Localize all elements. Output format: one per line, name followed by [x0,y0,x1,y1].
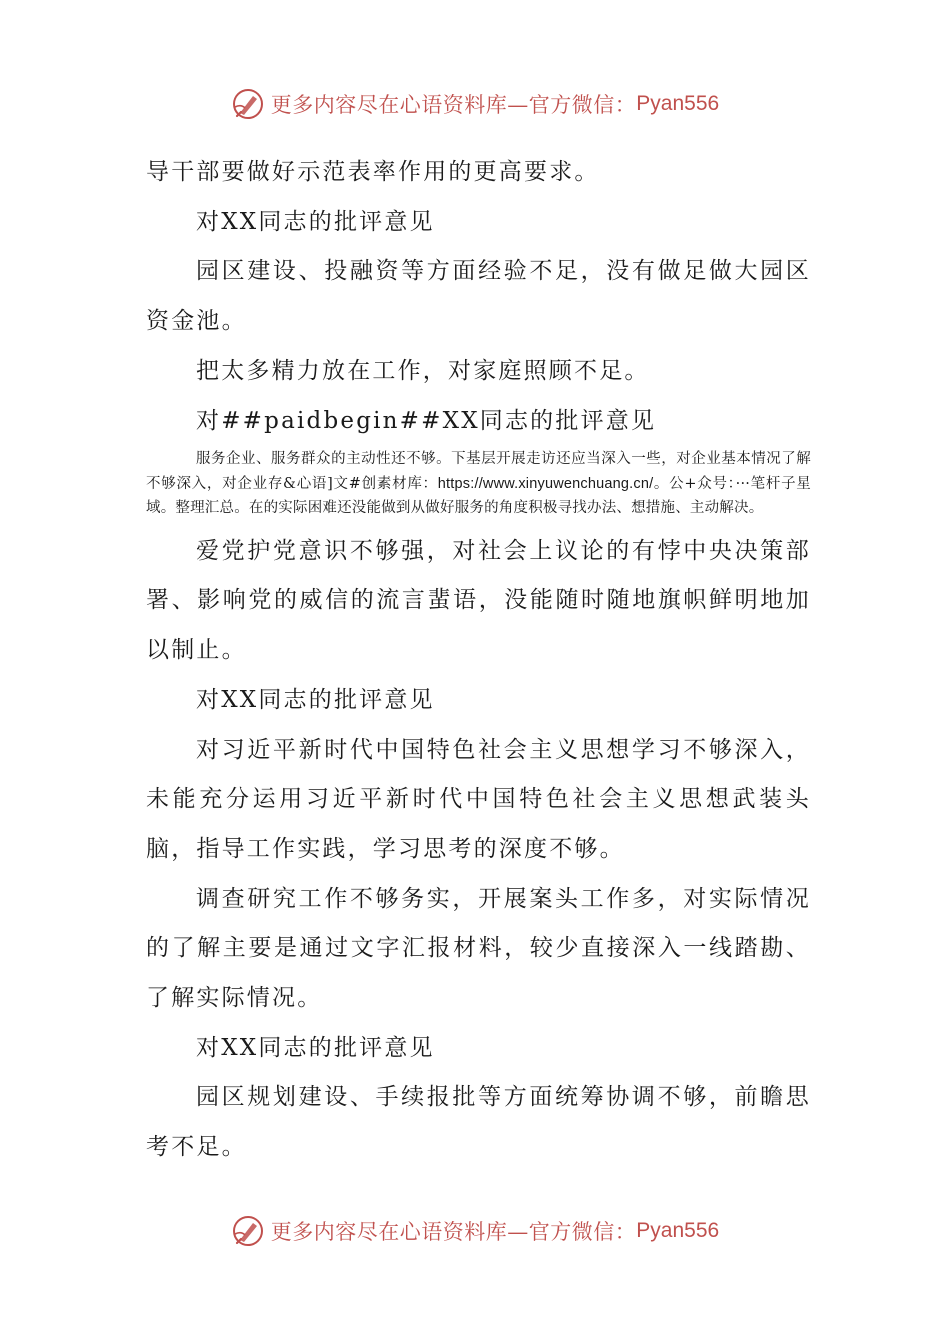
watermark-text: 更多内容尽在心语资料库—官方微信： [270,93,637,117]
inserted-note-text-2: 。公+众号：···笔杆子星域。整理汇总。在的实际困难还没能做到从做好服务的角度积极寻找办法、想措施、主动解决。 [146,475,812,517]
inserted-note-url: https://www.xinyuwenchuang.cn/ [437,475,654,492]
document-body [146,148,811,1173]
inserted-note-text: 服务企业、服务群众的主动性还不够。下基层开展走访还应当深入一些，对企业基本情况了解不够深入，对企业存&心语]文#创素材库： [146,451,811,492]
quill-pen-icon [231,1214,265,1248]
section-heading: 对##paidbegin##XX同志的批评意见 [196,407,657,434]
paragraph: 园区规划建设、手续报批等方面统筹协调不够，前瞻思考不足。 [146,1084,811,1161]
inserted-note [146,447,811,521]
paragraph: 调查研究工作不够务实，开展案头工作多，对实际情况的了解主要是通过文字汇报材料，较少直接深入一线踏勘、了解实际情况。 [146,885,811,1012]
quill-pen-icon [231,87,265,121]
watermark-text: 更多内容尽在心语资料库—官方微信： [270,1220,637,1244]
paragraph: 爱党护党意识不够强，对社会上议论的有悖中央决策部署、影响党的威信的流言蜚语，没能随时随地旗帜鲜明地加以制止。 [146,537,811,664]
section-heading: 对XX同志的批评意见 [196,686,435,713]
watermark-wechat-id: Pyan556 [636,92,720,115]
paragraph-continuation: 导干部要做好示范表率作用的更高要求。 [146,159,600,185]
paragraph: 把太多精力放在工作，对家庭照顾不足。 [196,357,650,384]
header-watermark [0,84,950,124]
paragraph: 园区建设、投融资等方面经验不足，没有做足做大园区资金池。 [146,258,811,335]
paragraph: 对习近平新时代中国特色社会主义思想学习不够深入，未能充分运用习近平新时代中国特色社会主义思想武装头脑，指导工作实践，学习思考的深度不够。 [146,736,811,862]
watermark-wechat-id: Pyan556 [636,1219,720,1242]
section-heading: 对XX同志的批评意见 [196,1034,435,1061]
section-heading: 对XX同志的批评意见 [196,208,435,235]
footer-watermark [0,1211,950,1251]
